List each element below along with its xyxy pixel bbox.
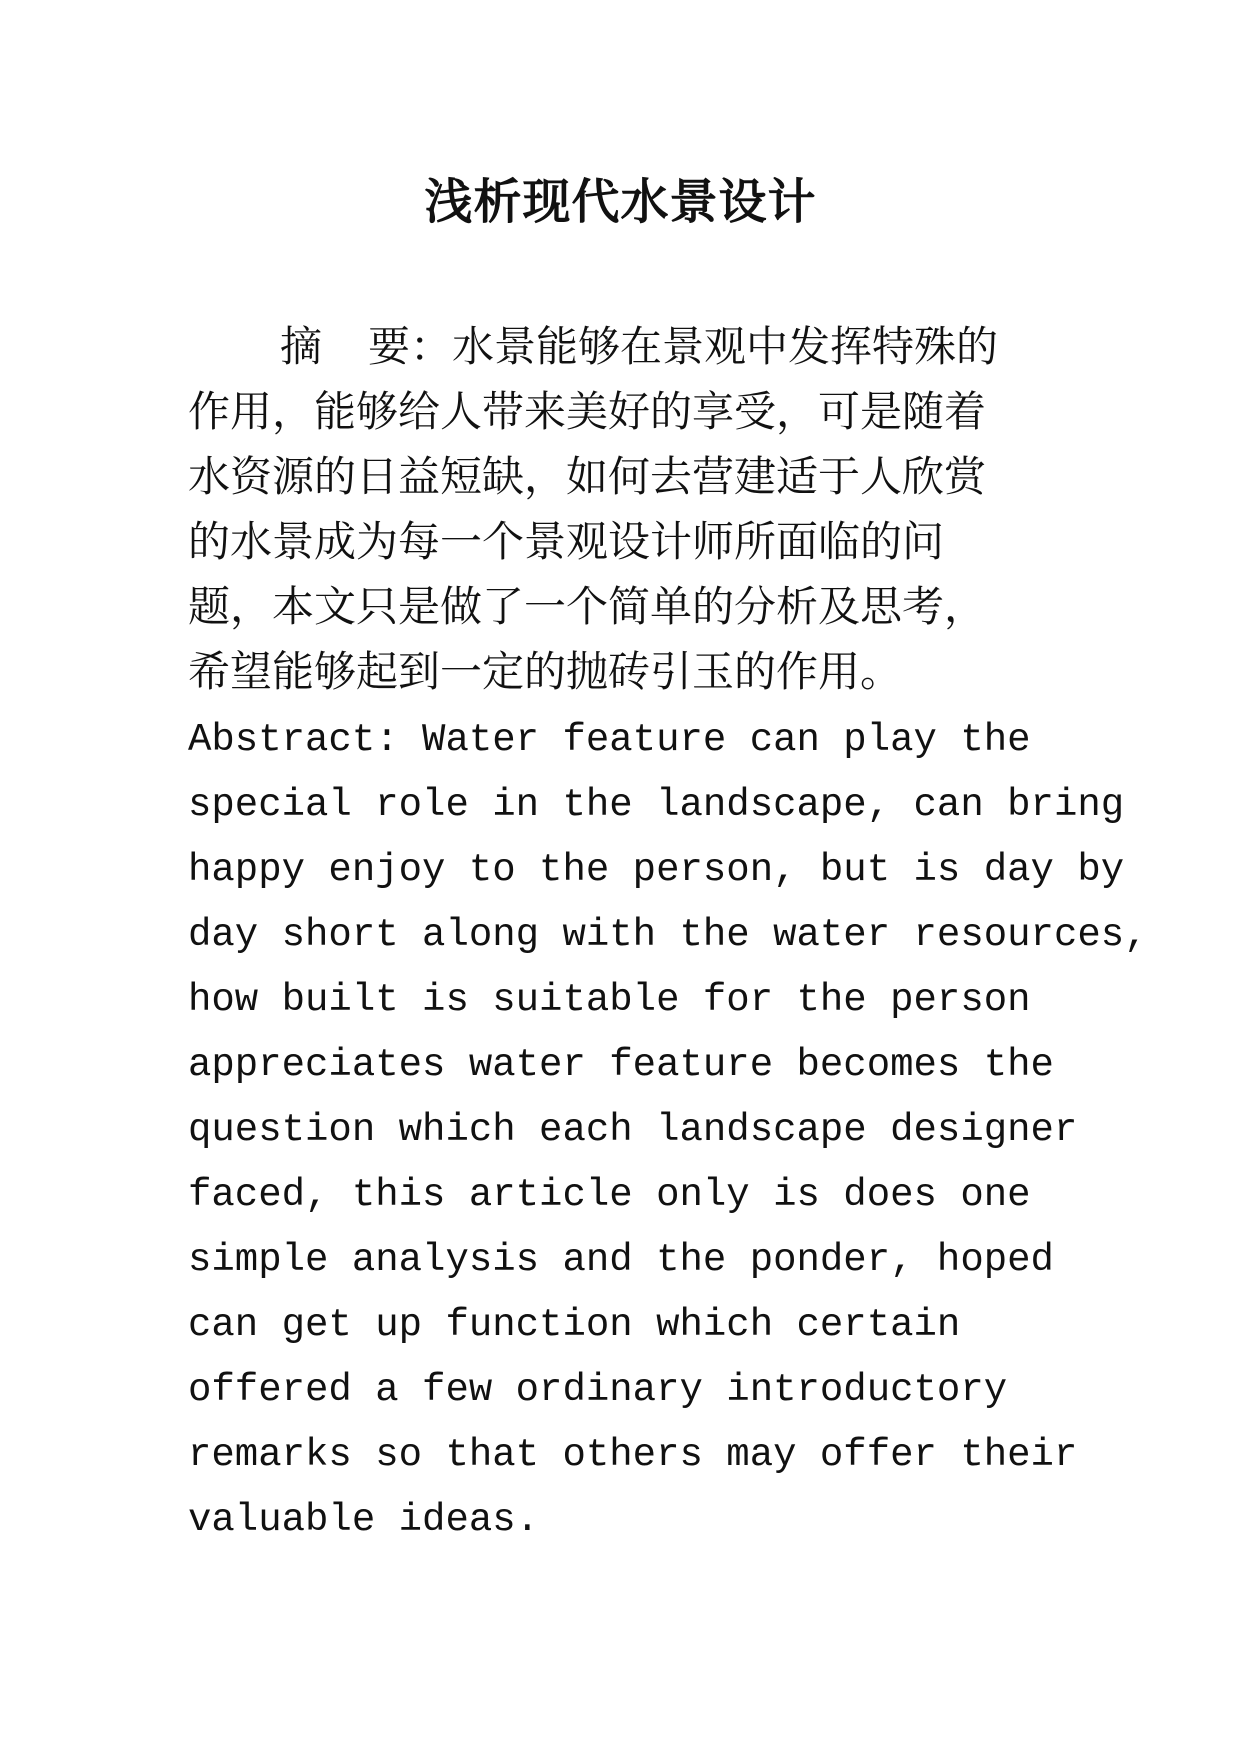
abstract-label-second-char: 要：	[368, 322, 453, 371]
abstract-chinese	[188, 314, 1088, 704]
abstract-en-line-10: can get up function which certain	[188, 1303, 961, 1347]
abstract-en-line-4: day short along with the water resources,	[188, 913, 1148, 957]
abstract-cn-line-5: 题，本文只是做了一个简单的分析及思考，	[188, 582, 987, 631]
abstract-en-line-12: remarks so that others may offer their	[188, 1433, 1078, 1477]
document-title: 浅析现代水景设计	[424, 174, 817, 230]
abstract-cn-line-1	[188, 314, 1088, 379]
abstract-en-line-13: valuable ideas.	[188, 1498, 540, 1542]
abstract-cn-line-6: 希望能够起到一定的抛砖引玉的作用。	[188, 647, 903, 696]
abstract-en-line-1: Abstract: Water feature can play the	[188, 718, 1031, 762]
abstract-en-line-5: how built is suitable for the person	[188, 978, 1031, 1022]
abstract-en-line-6: appreciates water feature becomes the	[188, 1043, 1054, 1087]
abstract-en-line-2: special role in the landscape, can bring	[188, 783, 1125, 827]
abstract-cn-text: 水景能够在景观中发挥特殊的	[452, 322, 999, 371]
abstract-en-line-9: simple analysis and the ponder, hoped	[188, 1238, 1054, 1282]
abstract-label-first-char: 摘	[280, 322, 323, 371]
abstract-en-line-11: offered a few ordinary introductory	[188, 1368, 1008, 1412]
abstract-cn-line-4: 的水景成为每一个景观设计师所面临的问	[188, 517, 945, 566]
abstract-en-line-8: faced, this article only is does one	[188, 1173, 1031, 1217]
abstract-en-line-3: happy enjoy to the person, but is day by	[188, 848, 1125, 892]
abstract-cn-line-3: 水资源的日益短缺，如何去营建适于人欣赏	[188, 452, 987, 501]
abstract-english	[188, 708, 1148, 1553]
abstract-en-line-7: question which each landscape designer	[188, 1108, 1078, 1152]
abstract-cn-line-2: 作用，能够给人带来美好的享受，可是随着	[188, 387, 987, 436]
